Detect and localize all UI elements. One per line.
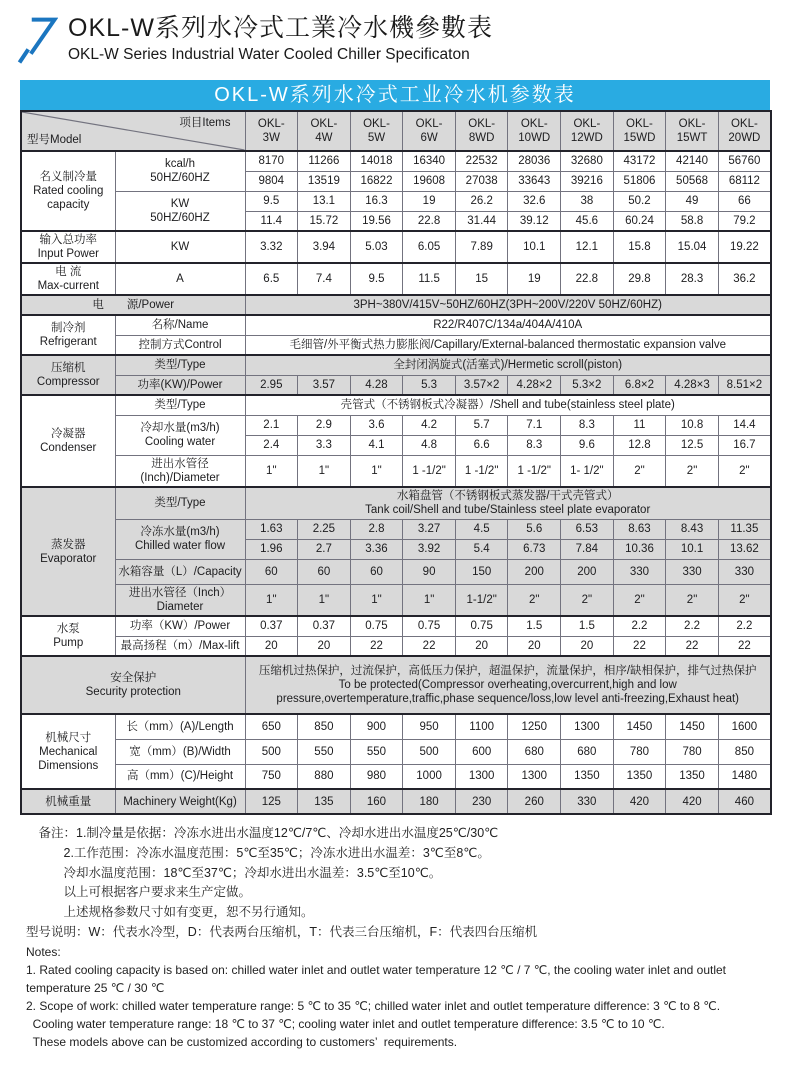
spec-value: 5.6 — [508, 519, 561, 539]
spec-value: 20 — [245, 636, 298, 656]
spec-value: 1450 — [613, 714, 666, 739]
spec-value: 13519 — [298, 171, 351, 191]
spec-value: 5.03 — [350, 231, 403, 263]
spec-value: 58.8 — [666, 211, 719, 231]
spec-value: 135 — [298, 789, 351, 814]
spec-value: 1.5 — [561, 616, 614, 636]
spec-value: 11 — [613, 415, 666, 435]
spec-value: 38 — [561, 191, 614, 211]
spec-value: 45.6 — [561, 211, 614, 231]
spec-value: 4.28 — [350, 375, 403, 395]
spec-value: 13.62 — [718, 539, 771, 559]
note-line: 2.工作范围：冷冻水温度范围：5℃至35℃；冷冻水进出水温差：3℃至8℃。 — [26, 845, 490, 860]
spec-value: 60.24 — [613, 211, 666, 231]
spec-value: 850 — [298, 714, 351, 739]
spec-table-body — [21, 111, 771, 814]
spec-value: 6.6 — [455, 435, 508, 455]
spec-value: 68112 — [718, 171, 771, 191]
spec-value: 9804 — [245, 171, 298, 191]
model-header: OKL- 8WD — [455, 111, 508, 151]
spec-value: 200 — [508, 559, 561, 584]
spec-value: 4.8 — [403, 435, 456, 455]
spec-value: 28.3 — [666, 263, 719, 295]
row-group-label: 名义制冷量 Rated cooling capacity — [21, 151, 115, 231]
item-label: A — [115, 263, 245, 295]
spec-value: 3.6 — [350, 415, 403, 435]
spec-value: 19608 — [403, 171, 456, 191]
table-title-banner: OKL-W系列水冷式工业冷水机参数表 — [20, 80, 770, 110]
spec-value: 1250 — [508, 714, 561, 739]
spec-value: 8.63 — [613, 519, 666, 539]
spec-value: 16.3 — [350, 191, 403, 211]
spec-value: 3.27 — [403, 519, 456, 539]
spec-value: 3.57×2 — [455, 375, 508, 395]
arrow-ne-icon — [16, 12, 58, 64]
spec-value: 10.36 — [613, 539, 666, 559]
spec-value: 600 — [455, 739, 508, 764]
spec-value: 420 — [613, 789, 666, 814]
item-label: 进出水管径 (Inch)/Diameter — [115, 455, 245, 487]
item-label: 水箱容量（L）/Capacity — [115, 559, 245, 584]
spec-value: 2.8 — [350, 519, 403, 539]
corner-model-label: 型号Model — [27, 133, 82, 146]
row-group-label: 机械尺寸 Mechanical Dimensions — [21, 714, 115, 789]
row-group-label: 机械重量 — [21, 789, 115, 814]
spec-value: 20 — [298, 636, 351, 656]
spec-value: 1000 — [403, 764, 456, 789]
spec-value: 11266 — [298, 151, 351, 171]
spec-value: 125 — [245, 789, 298, 814]
spec-value: 1600 — [718, 714, 771, 739]
spec-value: 15.72 — [298, 211, 351, 231]
corner-cell — [21, 111, 245, 151]
item-label: 功率(KW)/Power — [115, 375, 245, 395]
notes-en — [26, 943, 770, 1051]
spec-value: 1300 — [561, 714, 614, 739]
spec-value: 7.1 — [508, 415, 561, 435]
spec-value: 330 — [718, 559, 771, 584]
spec-value: 22.8 — [561, 263, 614, 295]
spec-value: 4.2 — [403, 415, 456, 435]
spec-value: 1" — [298, 455, 351, 487]
spec-value: 2.2 — [613, 616, 666, 636]
item-label: 功率（KW）/Power — [115, 616, 245, 636]
notes-zh — [26, 824, 770, 943]
spec-value: 33643 — [508, 171, 561, 191]
spec-value: 9.6 — [561, 435, 614, 455]
spec-value: 36.2 — [718, 263, 771, 295]
spec-value: 4.28×3 — [666, 375, 719, 395]
spec-value: 全封闭涡旋式(活塞式)/Hermetic scroll(piston) — [245, 355, 771, 375]
spec-value: 680 — [508, 739, 561, 764]
spec-value: 15.8 — [613, 231, 666, 263]
spec-value: 22 — [613, 636, 666, 656]
spec-value: 10.8 — [666, 415, 719, 435]
spec-value: 230 — [455, 789, 508, 814]
model-header: OKL- 15WD — [613, 111, 666, 151]
spec-value: 19.56 — [350, 211, 403, 231]
spec-value: 2" — [718, 584, 771, 616]
note-line: 备注：1.制冷量是依据：冷冻水进出水温度12℃/7℃、冷却水进出水温度25℃/30℃ — [26, 826, 499, 841]
spec-value: 3.94 — [298, 231, 351, 263]
spec-value: 16822 — [350, 171, 403, 191]
spec-value: 420 — [666, 789, 719, 814]
note-line: 上述规格参数尺寸如有变更，恕不另行通知。 — [26, 905, 314, 920]
model-header: OKL- 15WT — [666, 111, 719, 151]
spec-value: 1300 — [508, 764, 561, 789]
document-header — [0, 0, 790, 64]
spec-value: 1" — [298, 584, 351, 616]
spec-value: 60 — [350, 559, 403, 584]
item-label: kcal/h 50HZ/60HZ — [115, 151, 245, 191]
spec-value: 39216 — [561, 171, 614, 191]
spec-value: 2.2 — [718, 616, 771, 636]
spec-value: 12.1 — [561, 231, 614, 263]
spec-value: 2" — [718, 455, 771, 487]
spec-value: 1" — [245, 584, 298, 616]
model-header: OKL- 20WD — [718, 111, 771, 151]
spec-value: R22/R407C/134a/404A/410A — [245, 315, 771, 335]
item-label: 进出水管径（Inch） Diameter — [115, 584, 245, 616]
model-header: OKL- 12WD — [561, 111, 614, 151]
spec-value: 260 — [508, 789, 561, 814]
note-line: Notes: — [26, 944, 61, 959]
spec-value: 22532 — [455, 151, 508, 171]
spec-value: 1" — [350, 455, 403, 487]
spec-value: 550 — [298, 739, 351, 764]
spec-value: 9.5 — [245, 191, 298, 211]
spec-value: 330 — [666, 559, 719, 584]
spec-value: 15 — [455, 263, 508, 295]
spec-value: 2" — [666, 584, 719, 616]
spec-value: 1450 — [666, 714, 719, 739]
spec-value: 22 — [718, 636, 771, 656]
model-header: OKL- 3W — [245, 111, 298, 151]
spec-value: 680 — [561, 739, 614, 764]
spec-value: 1 -1/2" — [508, 455, 561, 487]
spec-value: 150 — [455, 559, 508, 584]
spec-value: 6.05 — [403, 231, 456, 263]
note-line: 型号说明：W：代表水冷型，D：代表两台压缩机，T：代表三台压缩机，F：代表四台压缩机 — [26, 924, 538, 939]
spec-value: 0.75 — [403, 616, 456, 636]
spec-value: 200 — [561, 559, 614, 584]
spec-value: 7.84 — [561, 539, 614, 559]
spec-value: 780 — [666, 739, 719, 764]
spec-value: 22.8 — [403, 211, 456, 231]
spec-value: 22 — [350, 636, 403, 656]
item-label: 长（mm）(A)/Length — [115, 714, 245, 739]
spec-value: 3PH~380V/415V~50HZ/60HZ(3PH~200V/220V 50HZ/60HZ) — [245, 295, 771, 315]
spec-value: 5.7 — [455, 415, 508, 435]
title-block — [68, 8, 493, 64]
spec-value: 4.5 — [455, 519, 508, 539]
spec-value: 5.3 — [403, 375, 456, 395]
spec-value: 3.3 — [298, 435, 351, 455]
spec-value: 1480 — [718, 764, 771, 789]
spec-value: 8.43 — [666, 519, 719, 539]
spec-value: 3.92 — [403, 539, 456, 559]
page-title-en: OKL-W Series Industrial Water Cooled Chiller Specificaton — [68, 46, 470, 63]
corner-items-label: 项目Items — [179, 117, 231, 129]
spec-value: 56760 — [718, 151, 771, 171]
spec-value: 90 — [403, 559, 456, 584]
spec-value: 1-1/2" — [455, 584, 508, 616]
item-label: 控制方式Control — [115, 335, 245, 355]
spec-value: 1.96 — [245, 539, 298, 559]
item-label: KW 50HZ/60HZ — [115, 191, 245, 231]
item-label: KW — [115, 231, 245, 263]
spec-value: 50.2 — [613, 191, 666, 211]
spec-value: 3.57 — [298, 375, 351, 395]
spec-value: 79.2 — [718, 211, 771, 231]
row-group-label: 输入总功率 Input Power — [21, 231, 115, 263]
spec-value: 19 — [508, 263, 561, 295]
spec-value: 43172 — [613, 151, 666, 171]
spec-value: 950 — [403, 714, 456, 739]
spec-value: 2" — [508, 584, 561, 616]
item-label: 类型/Type — [115, 355, 245, 375]
spec-value: 2.7 — [298, 539, 351, 559]
spec-value: 11.4 — [245, 211, 298, 231]
spec-value: 4.28×2 — [508, 375, 561, 395]
spec-value: 19 — [403, 191, 456, 211]
spec-value: 0.75 — [350, 616, 403, 636]
model-header: OKL- 6W — [403, 111, 456, 151]
item-label: 冷却水量(m3/h) Cooling water — [115, 415, 245, 455]
spec-value: 1 -1/2" — [403, 455, 456, 487]
spec-value: 1100 — [455, 714, 508, 739]
item-label: 冷冻水量(m3/h) Chilled water flow — [115, 519, 245, 559]
spec-value: 13.1 — [298, 191, 351, 211]
spec-value: 460 — [718, 789, 771, 814]
spec-value: 压缩机过热保护，过流保护，高低压力保护，超温保护，流量保护，相序/缺相保护，排气过热保护 To be protected(Compressor overheating,overcurrent,high and low pressure,overtemperature,traffic,phase sequence/loss,low level anti-freezing,Exhaust heat) — [245, 656, 771, 714]
spec-value: 11.5 — [403, 263, 456, 295]
spec-value: 330 — [561, 789, 614, 814]
spec-value: 14018 — [350, 151, 403, 171]
spec-value: 650 — [245, 714, 298, 739]
note-line: 冷却水温度范围：18℃至37℃；冷却水进出水温差：3.5℃至10℃。 — [26, 865, 442, 880]
spec-value: 66 — [718, 191, 771, 211]
note-line: These models above can be customized according to customers’ requirements. — [26, 1034, 458, 1049]
spec-value: 壳管式（不锈钢板式冷凝器）/Shell and tube(stainless steel plate) — [245, 395, 771, 415]
spec-value: 750 — [245, 764, 298, 789]
spec-value: 5.3×2 — [561, 375, 614, 395]
spec-value: 8.3 — [561, 415, 614, 435]
row-group-label: 制冷剂 Refrigerant — [21, 315, 115, 355]
spec-value: 8170 — [245, 151, 298, 171]
spec-value: 毛细管/外平衡式热力膨胀阀/Capillary/External-balanced thermostatic expansion valve — [245, 335, 771, 355]
spec-value: 19.22 — [718, 231, 771, 263]
row-group-label: 冷凝器 Condenser — [21, 395, 115, 487]
item-label: 类型/Type — [115, 395, 245, 415]
item-label: 宽（mm）(B)/Width — [115, 739, 245, 764]
spec-value: 2.2 — [666, 616, 719, 636]
spec-value: 42140 — [666, 151, 719, 171]
spec-value: 1350 — [666, 764, 719, 789]
model-header: OKL- 4W — [298, 111, 351, 151]
spec-value: 12.5 — [666, 435, 719, 455]
spec-value: 1350 — [561, 764, 614, 789]
spec-value: 1.5 — [508, 616, 561, 636]
spec-value: 7.4 — [298, 263, 351, 295]
item-label: 类型/Type — [115, 487, 245, 519]
notes-section — [26, 824, 770, 1051]
row-group-label: 安全保护 Security protection — [21, 656, 245, 714]
item-label: 高（mm）(C)/Height — [115, 764, 245, 789]
spec-value: 60 — [245, 559, 298, 584]
spec-value: 2" — [613, 584, 666, 616]
spec-value: 3.36 — [350, 539, 403, 559]
spec-value: 2.1 — [245, 415, 298, 435]
row-group-label: 电 流 Max-current — [21, 263, 115, 295]
spec-value: 6.8×2 — [613, 375, 666, 395]
spec-value: 180 — [403, 789, 456, 814]
spec-value: 16.7 — [718, 435, 771, 455]
item-label: 名称/Name — [115, 315, 245, 335]
spec-value: 330 — [613, 559, 666, 584]
spec-value: 49 — [666, 191, 719, 211]
spec-value: 1- 1/2" — [561, 455, 614, 487]
note-line: temperature 25 ℃ / 30 ℃ — [26, 980, 165, 995]
spec-value: 160 — [350, 789, 403, 814]
spec-value: 10.1 — [666, 539, 719, 559]
spec-value: 1" — [245, 455, 298, 487]
spec-value: 9.5 — [350, 263, 403, 295]
spec-value: 2" — [613, 455, 666, 487]
brand-logo — [16, 12, 58, 64]
row-group-label: 蒸发器 Evaporator — [21, 487, 115, 616]
spec-value: 14.4 — [718, 415, 771, 435]
spec-value: 39.12 — [508, 211, 561, 231]
spec-value: 6.53 — [561, 519, 614, 539]
spec-value: 60 — [298, 559, 351, 584]
spec-value: 6.73 — [508, 539, 561, 559]
item-label: 最高扬程（m）/Max-lift — [115, 636, 245, 656]
spec-value: 0.75 — [455, 616, 508, 636]
spec-value: 8.51×2 — [718, 375, 771, 395]
spec-value: 500 — [403, 739, 456, 764]
spec-value: 28036 — [508, 151, 561, 171]
spec-value: 850 — [718, 739, 771, 764]
spec-value: 550 — [350, 739, 403, 764]
spec-value: 1" — [403, 584, 456, 616]
item-label: Machinery Weight(Kg) — [115, 789, 245, 814]
spec-value: 32680 — [561, 151, 614, 171]
spec-value: 15.04 — [666, 231, 719, 263]
spec-value: 3.32 — [245, 231, 298, 263]
spec-value: 1300 — [455, 764, 508, 789]
row-group-label: 电 源/Power — [21, 295, 245, 315]
spec-value: 12.8 — [613, 435, 666, 455]
spec-value: 2.9 — [298, 415, 351, 435]
spec-value: 1" — [350, 584, 403, 616]
spec-value: 7.89 — [455, 231, 508, 263]
spec-value: 880 — [298, 764, 351, 789]
spec-value: 2" — [666, 455, 719, 487]
spec-value: 水箱盘管（不锈钢板式蒸发器/干式壳管式） Tank coil/Shell and tube/Stainless steel plate evaporator — [245, 487, 771, 519]
spec-value: 20 — [561, 636, 614, 656]
spec-value: 22 — [666, 636, 719, 656]
model-header: OKL- 10WD — [508, 111, 561, 151]
spec-value: 27038 — [455, 171, 508, 191]
spec-value: 2" — [561, 584, 614, 616]
spec-value: 1350 — [613, 764, 666, 789]
spec-value: 31.44 — [455, 211, 508, 231]
spec-value: 500 — [245, 739, 298, 764]
spec-value: 16340 — [403, 151, 456, 171]
spec-value: 2.4 — [245, 435, 298, 455]
spec-value: 29.8 — [613, 263, 666, 295]
spec-value: 26.2 — [455, 191, 508, 211]
note-line: 2. Scope of work: chilled water temperature range: 5 ℃ to 35 ℃; chilled water inlet and outlet temperature difference: 3 ℃ to 8 ℃. — [26, 998, 721, 1013]
spec-value: 32.6 — [508, 191, 561, 211]
spec-value: 20 — [455, 636, 508, 656]
spec-value: 2.95 — [245, 375, 298, 395]
row-group-label: 水泵 Pump — [21, 616, 115, 656]
spec-value: 0.37 — [298, 616, 351, 636]
spec-value: 1.63 — [245, 519, 298, 539]
spec-value: 20 — [508, 636, 561, 656]
note-line: 1. Rated cooling capacity is based on: chilled water inlet and outlet water temperature 12 ℃ / 7 ℃, the cooling water inlet and outlet — [26, 962, 727, 977]
spec-value: 5.4 — [455, 539, 508, 559]
note-line: Cooling water temperature range: 18 ℃ to 37 ℃; cooling water inlet and outlet temperature difference: 3.5 ℃ to 10 ℃. — [26, 1016, 665, 1031]
spec-value: 50568 — [666, 171, 719, 191]
spec-value: 2.25 — [298, 519, 351, 539]
spec-value: 11.35 — [718, 519, 771, 539]
spec-value: 22 — [403, 636, 456, 656]
note-line: 以上可根据客户要求来生产定做。 — [26, 885, 252, 900]
spec-value: 980 — [350, 764, 403, 789]
model-header: OKL- 5W — [350, 111, 403, 151]
spec-value: 10.1 — [508, 231, 561, 263]
spec-value: 51806 — [613, 171, 666, 191]
spec-value: 0.37 — [245, 616, 298, 636]
spec-value: 900 — [350, 714, 403, 739]
spec-value: 6.5 — [245, 263, 298, 295]
spec-value: 4.1 — [350, 435, 403, 455]
spec-table — [20, 110, 772, 815]
page-title-zh: OKL-W系列水冷式工業冷水機參數表 — [68, 14, 493, 42]
row-group-label: 压缩机 Compressor — [21, 355, 115, 395]
spec-value: 8.3 — [508, 435, 561, 455]
spec-value: 1 -1/2" — [455, 455, 508, 487]
spec-value: 780 — [613, 739, 666, 764]
